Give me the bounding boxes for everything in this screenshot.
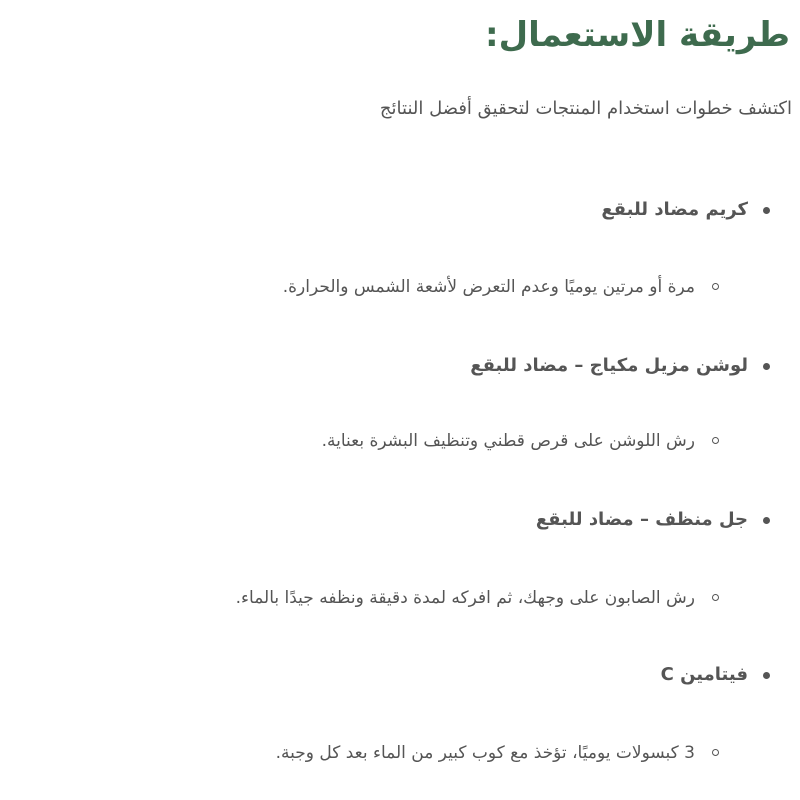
usage-text: 3 كبسولات يوميًا، تؤخذ مع كوب كبير من الماء بعد كل وجبة.: [275, 743, 695, 763]
product-name: فيتامين C: [660, 664, 748, 685]
bullet-icon: [763, 517, 770, 524]
page-title: طريقة الاستعمال:: [484, 15, 790, 55]
usage-text: مرة أو مرتين يوميًا وعدم التعرض لأشعة الشمس والحرارة.: [282, 277, 695, 297]
usage-item-vitamin-c: [276, 740, 695, 766]
bullet-icon: [763, 207, 770, 214]
product-item-cleansing-gel: [536, 507, 748, 533]
product-name: جل منظف – مضاد للبقع: [535, 509, 748, 530]
usage-item-makeup-remover: [322, 428, 695, 454]
usage-text: رش اللوشن على قرص قطني وتنظيف البشرة بعناية.: [321, 431, 695, 451]
bullet-icon: [763, 363, 770, 370]
circle-bullet-icon: [712, 749, 719, 756]
circle-bullet-icon: [712, 594, 719, 601]
bullet-icon: [763, 672, 770, 679]
usage-item-spot-cream: [283, 274, 695, 300]
product-item-spot-cream: [601, 197, 748, 223]
usage-item-cleansing-gel: [236, 585, 695, 611]
product-item-vitamin-c: [661, 662, 748, 688]
product-item-makeup-remover: [470, 353, 748, 379]
product-name: لوشن مزيل مكياج – مضاد للبقع: [470, 355, 748, 376]
circle-bullet-icon: [712, 437, 719, 444]
circle-bullet-icon: [712, 283, 719, 290]
product-name: كريم مضاد للبقع: [601, 199, 748, 220]
page-subtitle: اكتشف خطوات استخدام المنتجات لتحقيق أفضل النتائج: [379, 98, 792, 119]
usage-text: رش الصابون على وجهك، ثم افركه لمدة دقيقة ونظفه جيدًا بالماء.: [235, 588, 695, 608]
